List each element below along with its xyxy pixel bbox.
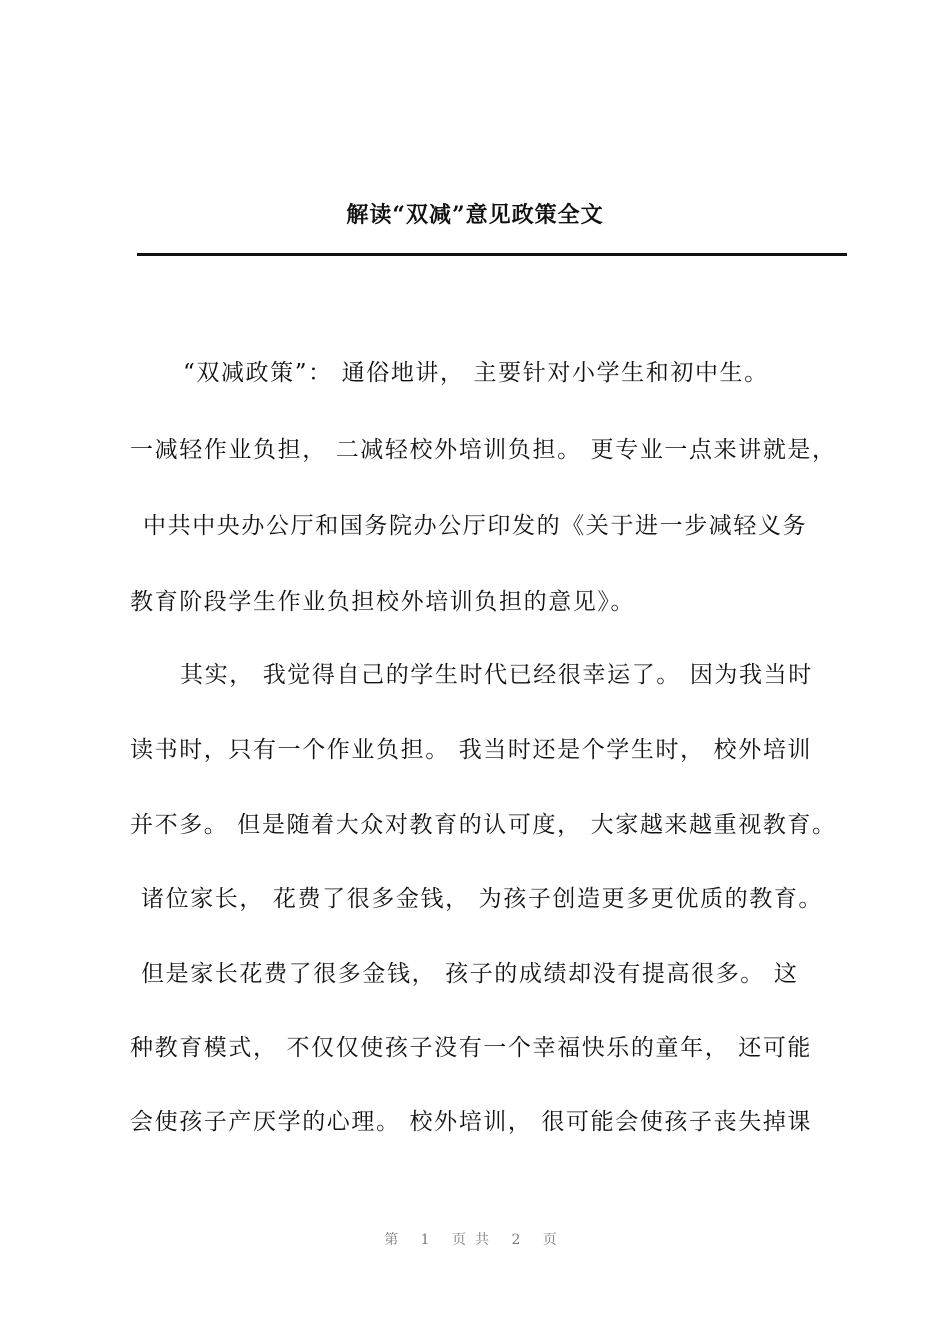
document-title: 解读“双减”意见政策全文 bbox=[346, 202, 604, 228]
body-line-1: “双减政策”： 通俗地讲， 主要针对小学生和初中生。 bbox=[183, 360, 769, 386]
body-line-11: 会使孩子产厌学的心理。 校外培训， 很可能会使孩子丧失掉课 bbox=[130, 1109, 813, 1135]
body-line-2: 一减轻作业负担， 二减轻校外培训负担。 更专业一点来讲就是， bbox=[130, 437, 837, 463]
body-line-8: 诸位家长， 花费了很多金钱， 为孩子创造更多更优质的教育。 bbox=[141, 886, 824, 912]
page-footer: 第 1 页共 2 页 bbox=[384, 1232, 566, 1248]
body-line-10: 种教育模式， 不仅仅使孩子没有一个幸福快乐的童年， 还可能 bbox=[130, 1035, 813, 1061]
body-line-5: 其实， 我觉得自己的学生时代已经很幸运了。 因为我当时 bbox=[180, 662, 813, 688]
body-line-3: 中共中央办公厅和国务院办公厅印发的《关于进一步减轻义务 bbox=[143, 513, 808, 539]
body-line-7: 并不多。 但是随着大众对教育的认可度， 大家越来越重视教育。 bbox=[130, 812, 837, 838]
body-line-6: 读书时，只有一个作业负担。 我当时还是个学生时， 校外培训 bbox=[130, 737, 813, 763]
title-underline bbox=[137, 253, 847, 256]
body-line-9: 但是家长花费了很多金钱， 孩子的成绩却没有提高很多。 这 bbox=[141, 961, 799, 987]
body-line-4: 教育阶段学生作业负担校外培训负担的意见》。 bbox=[130, 589, 636, 615]
